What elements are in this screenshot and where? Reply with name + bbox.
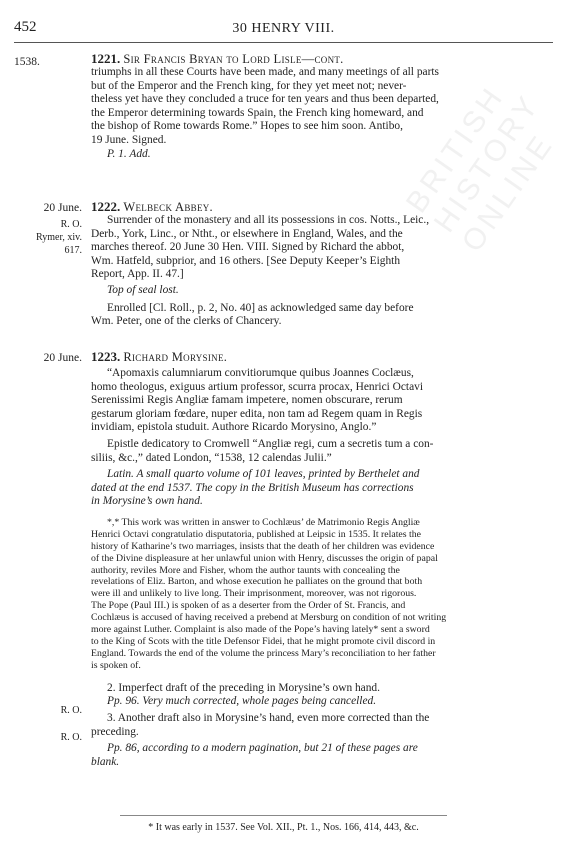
note-line: The Pope (Paul III.) is spoken of as a deserter from the Order of St. Francis, and bbox=[91, 600, 406, 612]
entry-1222 bbox=[91, 200, 541, 329]
margin-year: 1538. bbox=[14, 56, 40, 68]
text-line: Surrender of the monastery and all its possessions in cos. Notts., Leic., bbox=[107, 214, 430, 226]
note-line: history of Katharine’s two marriages, insists that the death of her children was evidence bbox=[91, 540, 435, 552]
text-line: preceding. bbox=[91, 725, 139, 738]
margin-source-ro-2: R. O. bbox=[60, 705, 82, 716]
text-line: Derb., York, Linc., or Ntht., or elsewhere in England, Wales, and the bbox=[91, 227, 403, 240]
text-line: Enrolled [Cl. Roll., p. 2, No. 40] as acknowledged same day before bbox=[107, 301, 414, 314]
page-number: 452 bbox=[14, 19, 37, 35]
text-line: invidiam, epistola studuit. Authore Ricardo Morysino, Anglo.” bbox=[91, 421, 377, 434]
entry-number: 1222. bbox=[91, 199, 121, 214]
note-line: of the Divine displeasure at her unlawful union with Henry, discusses the origin of papal bbox=[91, 552, 438, 564]
text-line: Pp. 96. Very much corrected, whole pages being cancelled. bbox=[107, 695, 377, 708]
margin-source-ro-3: R. O. bbox=[60, 732, 82, 743]
text-line: triumphs in all these Courts have been made, and many meetings of all parts bbox=[91, 66, 439, 78]
text-line: blank. bbox=[91, 755, 120, 768]
text-line: gestarum gloriam fœdare, nuper edita, non tam ad Regem quam in Regis bbox=[91, 407, 423, 420]
note-line: to the King of Scots with the title Defensor Fidei, that he might promote civil discord in bbox=[91, 636, 436, 647]
text-line: 3. Another draft also in Morysine’s hand, even more corrected than the bbox=[107, 711, 430, 724]
entry-heading bbox=[91, 52, 541, 66]
text-line: Wm. Hatfeld, subprior, and 16 others. [See Deputy Keeper’s Eighth bbox=[91, 254, 401, 267]
margin-date-1223: 20 June. bbox=[43, 352, 82, 364]
text-line: the Emperor determining towards Spain, the French king homeward, and bbox=[91, 106, 424, 119]
entry-title: Sir Francis Bryan to Lord Lisle—cont. bbox=[123, 52, 344, 66]
footnote: * It was early in 1537. See Vol. XII., Pt. 1., Nos. 166, 414, 443, &c. bbox=[148, 822, 419, 833]
note-line: Henrici Octavi congratulatio disputatoria, published at Leipsic in 1535. It relates the bbox=[91, 528, 422, 540]
text-line: siliis, &c.,” dated London, “1538, 12 calendas Julii.” bbox=[91, 451, 332, 464]
margin-source-ro: R. O. bbox=[60, 219, 82, 230]
text-line: Pp. 86, according to a modern pagination, but 21 of these pages are bbox=[107, 742, 418, 755]
text-line: 19 June. Signed. bbox=[91, 133, 167, 146]
note-line: is spoken of. bbox=[91, 659, 141, 671]
entry-heading bbox=[91, 200, 541, 214]
note-line: revelations of Eliz. Barton, and whose execution he palliates on the ground that both bbox=[91, 576, 423, 588]
text-line: marches thereof. 20 June 30 Hen. VIII. Signed by Richard the abbot, bbox=[91, 241, 405, 254]
margin-source-rymer: Rymer, xiv. bbox=[35, 232, 82, 243]
physical-note: P. 1. Add. bbox=[107, 147, 151, 160]
header-rule bbox=[14, 42, 553, 43]
text-line: Serenissimi Regis Angliæ famam impetere, nomen obscurare, rerum bbox=[91, 394, 403, 407]
note-line: Cochlæus is accused of having received a prebend at Mersburg on condition of not writing bbox=[91, 612, 447, 624]
text-line: Latin. A small quarto volume of 101 leaves, printed by Berthelet and bbox=[107, 468, 420, 481]
note-line: were ill and unlikely to live long. Their imprisonment, moreover, was not rigorous. bbox=[91, 588, 417, 600]
note-line: more against Luther. Complaint is also made of the Pope’s having lately* sent a sword bbox=[91, 624, 430, 636]
text-line: “Apomaxis calumniarum convitiorumque quibus Joannes Coclæus, bbox=[107, 367, 414, 379]
text-line: homo theologus, exiguus artium professor, scurra procax, Henrici Octavi bbox=[91, 380, 423, 393]
entry-title: Richard Morysine. bbox=[123, 350, 228, 364]
note-line: authority, reviles More and Fisher, whom the author taunts with concealing the bbox=[91, 564, 400, 576]
entry-number: 1223. bbox=[91, 349, 121, 364]
entry-title: Welbeck Abbey. bbox=[123, 200, 213, 214]
watermark: BRITISH HISTORY ONLINE bbox=[400, 80, 561, 258]
text-line: but of the Emperor and the French king, for they yet meet not; never- bbox=[91, 79, 407, 92]
entry-heading bbox=[91, 350, 541, 364]
margin-date-1222: 20 June. bbox=[43, 202, 82, 214]
entry-1223 bbox=[91, 350, 541, 769]
page-title: 30 HENRY VIII. bbox=[232, 21, 335, 36]
entry-1221 bbox=[91, 52, 541, 161]
seal-note: Top of seal lost. bbox=[107, 283, 179, 296]
entry-number: 1221. bbox=[91, 51, 121, 66]
editorial-note bbox=[91, 517, 541, 672]
text-line: 2. Imperfect draft of the preceding in Morysine’s own hand. bbox=[107, 681, 380, 694]
text-line: dated at the end 1537. The copy in the British Museum has corrections bbox=[91, 481, 414, 494]
text-line: Report, App. II. 47.] bbox=[91, 268, 184, 281]
text-line: the bishop of Rome towards Rome.” Hopes to see him soon. Antibo, bbox=[91, 120, 403, 133]
text-line: Wm. Peter, one of the clerks of Chancery. bbox=[91, 315, 282, 328]
footnote-rule bbox=[120, 815, 447, 816]
text-line: theless yet have they concluded a truce for ten years and thus been departed, bbox=[91, 93, 439, 106]
text-line: Epistle dedicatory to Cromwell “Angliæ regi, cum a secretis tum a con- bbox=[107, 437, 434, 450]
note-line: England. Towards the end of the volume the princess Mary’s reconciliation to her father bbox=[91, 647, 436, 659]
note-line: *,* This work was written in answer to Cochlæus’ de Matrimonio Regis Angliæ bbox=[107, 516, 420, 528]
margin-source-rymer-page: 617. bbox=[64, 245, 82, 256]
text-line: in Morysine’s own hand. bbox=[91, 495, 203, 508]
